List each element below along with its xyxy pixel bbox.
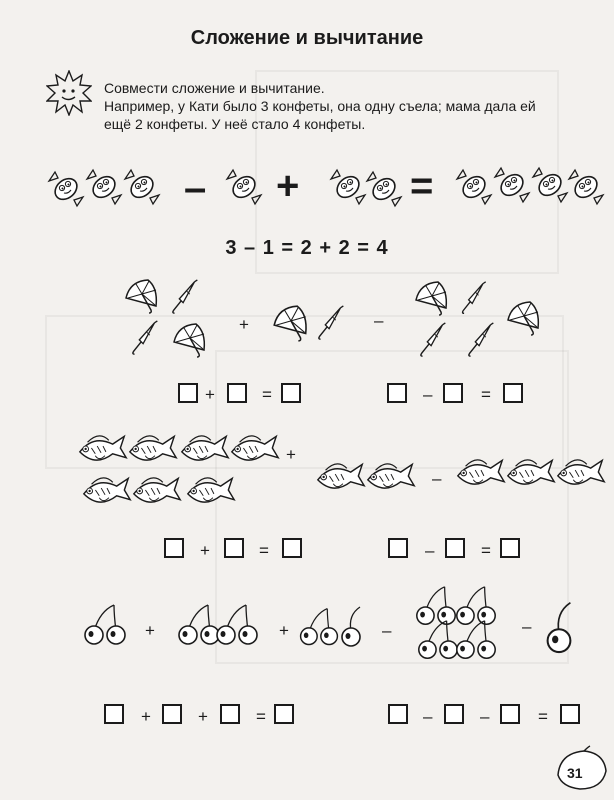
answer-box[interactable] (282, 538, 302, 558)
task-line-1: Совмести сложение и вычитание. (104, 80, 325, 96)
plus-sign: + (286, 445, 296, 464)
answer-box[interactable] (560, 704, 580, 724)
equals-sign: = (481, 385, 491, 404)
task-text (104, 79, 574, 133)
task-line-3: ещё 2 конфеты. У неё стало 4 конфеты. (104, 116, 366, 132)
equals-sign: = (256, 707, 266, 726)
minus-sign: – (522, 617, 532, 636)
cherry-group-4 (412, 584, 508, 666)
answer-box[interactable] (444, 704, 464, 724)
answer-box[interactable] (274, 704, 294, 724)
candy-group-4 (454, 161, 614, 213)
plus-sign: + (239, 315, 249, 334)
candy-group-3 (328, 163, 408, 213)
answer-box[interactable] (164, 538, 184, 558)
task-line-2: Например, у Кати было 3 конфеты, она одну съела; мама дала ей (104, 98, 536, 114)
sun-icon (46, 70, 92, 116)
plus-sign: + (276, 164, 300, 208)
fish-group-2 (314, 454, 424, 500)
cherry-group-1 (80, 600, 134, 652)
answer-box[interactable] (178, 383, 198, 403)
answer-box[interactable] (500, 704, 520, 724)
plus-sign: + (200, 541, 210, 560)
cherry-group-5 (540, 596, 580, 660)
plus-sign: + (205, 385, 215, 404)
answer-box[interactable] (445, 538, 465, 558)
minus-sign: – (425, 541, 435, 560)
equals-sign: = (262, 385, 272, 404)
answer-box[interactable] (388, 704, 408, 724)
answer-box[interactable] (500, 538, 520, 558)
candy-group-2 (222, 163, 268, 213)
cherry-group-2 (174, 598, 270, 652)
answer-box[interactable] (388, 538, 408, 558)
answer-box[interactable] (503, 383, 523, 403)
answer-box[interactable] (227, 383, 247, 403)
minus-sign: – (374, 311, 384, 330)
candy-group-1 (46, 163, 166, 215)
equals-sign: = (481, 541, 491, 560)
answer-box[interactable] (443, 383, 463, 403)
answer-box[interactable] (224, 538, 244, 558)
umbrella-group-1 (122, 276, 222, 362)
minus-sign: – (423, 385, 433, 404)
plus-sign: + (141, 707, 151, 726)
example-equation: 3 – 1 = 2 + 2 = 4 (225, 237, 389, 259)
minus-sign: – (382, 621, 392, 640)
umbrella-group-3 (412, 278, 552, 364)
plus-sign: + (198, 707, 208, 726)
minus-sign: – (480, 707, 490, 726)
answer-box[interactable] (104, 704, 124, 724)
minus-sign: – (184, 166, 207, 210)
minus-sign: – (423, 707, 433, 726)
answer-box[interactable] (387, 383, 407, 403)
answer-box[interactable] (281, 383, 301, 403)
cherry-group-3 (296, 598, 368, 654)
minus-sign: – (432, 469, 442, 488)
page-number: 31 (567, 765, 583, 781)
fish-group-1 (76, 428, 286, 520)
equals-sign: = (259, 541, 269, 560)
umbrella-group-2 (270, 302, 360, 348)
answer-box[interactable] (162, 704, 182, 724)
equals-sign: = (538, 707, 548, 726)
plus-sign: + (145, 621, 155, 640)
fish-group-3 (454, 448, 614, 498)
plus-sign: + (279, 621, 289, 640)
page-title: Сложение и вычитание (190, 27, 424, 49)
answer-box[interactable] (220, 704, 240, 724)
equals-sign: = (410, 164, 434, 208)
